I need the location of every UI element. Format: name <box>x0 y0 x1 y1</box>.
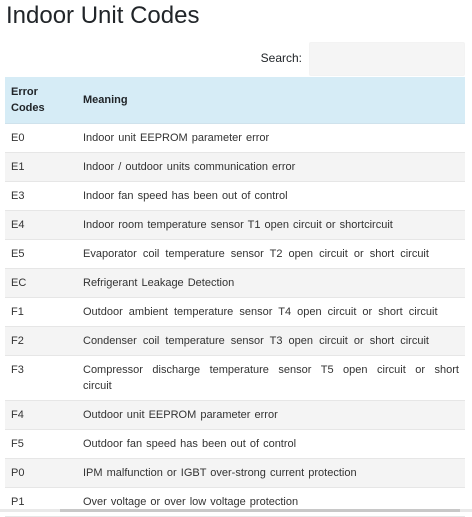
error-meaning: IPM malfunction or IGBT over-strong current protection <box>77 458 465 487</box>
search-input[interactable] <box>309 42 465 76</box>
search-label: Search: <box>261 51 302 65</box>
table-row <box>5 326 465 355</box>
error-code: E5 <box>5 239 77 268</box>
error-code: F2 <box>5 326 77 355</box>
error-code: EC <box>5 268 77 297</box>
error-meaning: Compressor discharge temperature sensor T5 open circuit or short circuit <box>77 355 465 400</box>
error-meaning: Evaporator coil temperature sensor T2 open circuit or short circuit <box>77 239 465 268</box>
table-row <box>5 181 465 210</box>
table-row <box>5 458 465 487</box>
error-meaning: Indoor unit EEPROM parameter error <box>77 123 465 152</box>
error-meaning: Indoor / outdoor units communication error <box>77 152 465 181</box>
error-meaning: Indoor room temperature sensor T1 open circuit or shortcircuit <box>77 210 465 239</box>
error-meaning: Outdoor ambient temperature sensor T4 open circuit or short circuit <box>77 297 465 326</box>
table-row <box>5 429 465 458</box>
column-header-meaning[interactable]: Meaning <box>77 77 465 123</box>
page-title: Indoor Unit Codes <box>6 0 199 32</box>
error-code: F5 <box>5 429 77 458</box>
table-row <box>5 123 465 152</box>
table-row <box>5 355 465 400</box>
error-code: P1 <box>5 487 77 516</box>
table-header-row <box>5 77 465 123</box>
error-meaning: Over voltage or over low voltage protection <box>77 487 465 516</box>
error-code: F3 <box>5 355 77 400</box>
error-code: E4 <box>5 210 77 239</box>
error-meaning: Outdoor fan speed has been out of control <box>77 429 465 458</box>
error-meaning: Refrigerant Leakage Detection <box>77 268 465 297</box>
column-header-error-codes[interactable]: Error Codes <box>5 77 77 123</box>
error-code: P0 <box>5 458 77 487</box>
table-row <box>5 297 465 326</box>
error-code: E3 <box>5 181 77 210</box>
error-code: F1 <box>5 297 77 326</box>
error-meaning: Indoor fan speed has been out of control <box>77 181 465 210</box>
error-code: E1 <box>5 152 77 181</box>
table-row <box>5 400 465 429</box>
table-row <box>5 210 465 239</box>
error-code: F4 <box>5 400 77 429</box>
error-meaning: Outdoor unit EEPROM parameter error <box>77 400 465 429</box>
table-row <box>5 239 465 268</box>
table-row <box>5 152 465 181</box>
table-row <box>5 268 465 297</box>
search-bar <box>0 42 472 76</box>
error-code: E0 <box>5 123 77 152</box>
error-meaning: Condenser coil temperature sensor T3 open circuit or short circuit <box>77 326 465 355</box>
error-codes-table <box>5 77 465 517</box>
